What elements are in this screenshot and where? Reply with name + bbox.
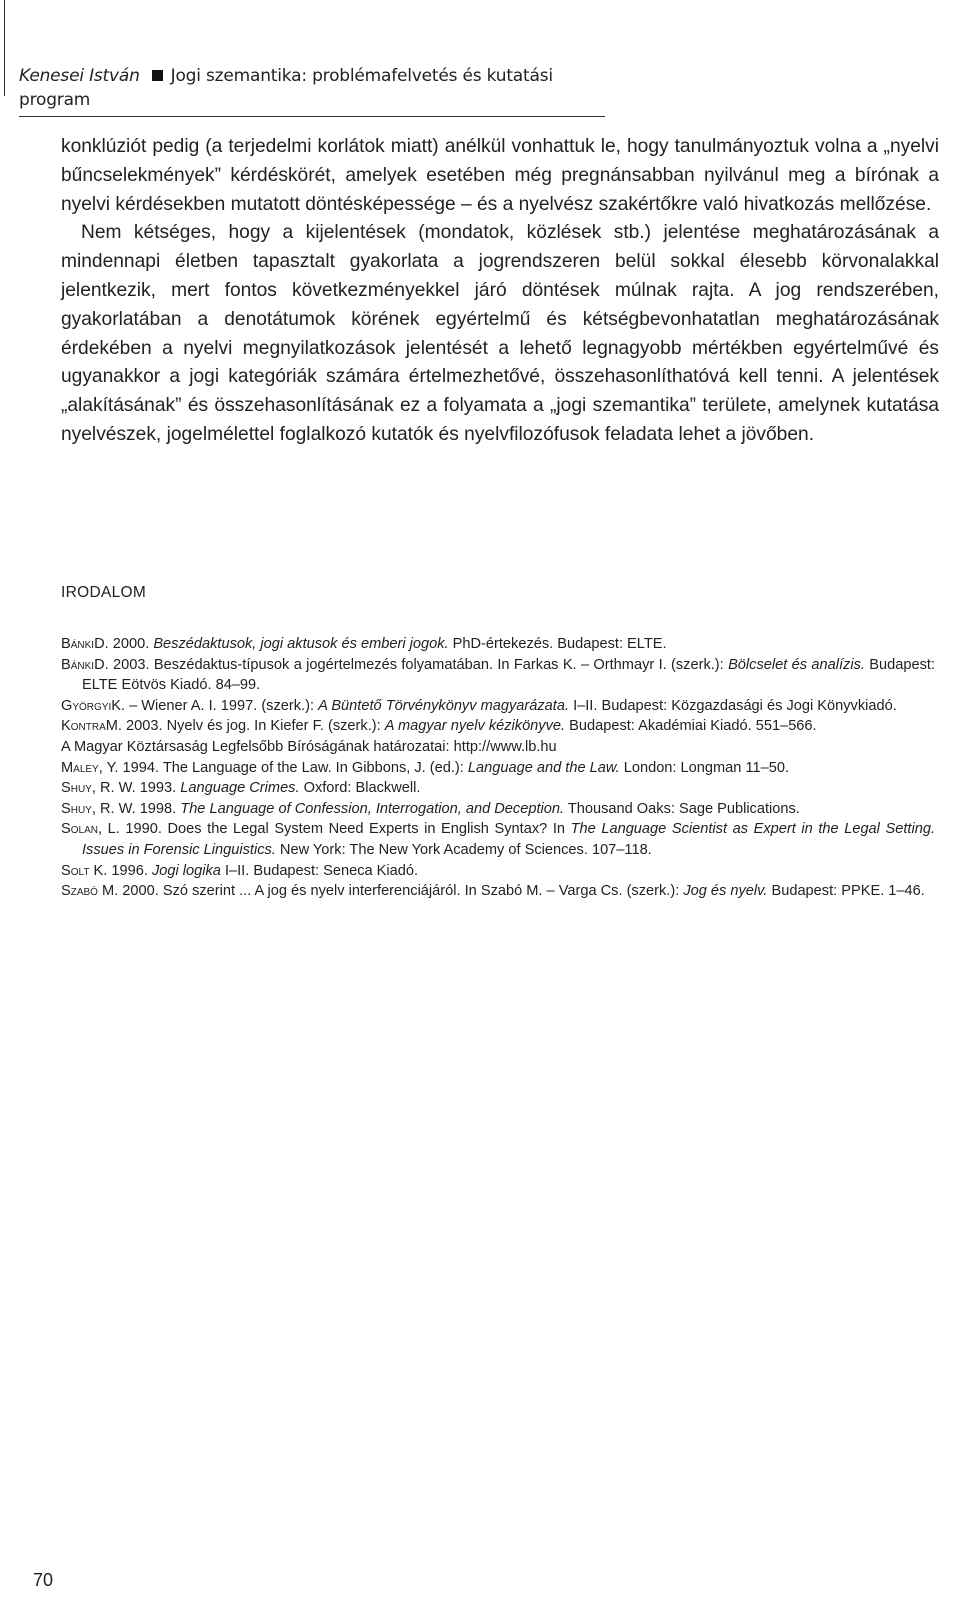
reference-work: A magyar nyelv kézikönyve. bbox=[384, 718, 566, 735]
reference-work: The Language of Confession, Interrogation, and Deception. bbox=[180, 800, 565, 817]
reference-author: Bánki bbox=[61, 636, 95, 652]
reference-author: Bánki bbox=[61, 656, 95, 673]
reference-author: Solan bbox=[61, 821, 98, 838]
reference-item: Solt K. 1996. Jogi logika I–II. Budapest: Seneca Kiadó. bbox=[61, 862, 419, 879]
reference-work: Jogi logika bbox=[151, 862, 221, 879]
reference-work: Language Crimes. bbox=[180, 780, 300, 797]
reference-author: Györgyi bbox=[61, 697, 112, 714]
running-header bbox=[19, 64, 605, 117]
square-bullet-icon bbox=[152, 70, 163, 81]
reference-work: Beszédaktusok, jogi aktusok és emberi jogok. bbox=[153, 636, 449, 652]
reference-author: Kontra bbox=[61, 718, 106, 735]
reference-work: A Büntető Törvénykönyv magyarázata. bbox=[318, 697, 570, 714]
reference-author: Shuy bbox=[61, 780, 92, 797]
reference-item: Maley, Y. 1994. The Language of the Law. In Gibbons, J. (ed.): Language and the Law. London: Longman 11–50. bbox=[61, 759, 789, 776]
paragraph-2: Nem kétséges, hogy a kijelentések (mondatok, közlések stb.) jelentése meghatározásának a mindennapi életben tapasztalt gyakorlata a jogrendszeren belül sokkal élesebb körvonalakkal jelentkezik, mert fontos következményekkel járó döntések múlnak rajta. A jog rendszerében, gyakorlatában a denotátumok körének egyértelmű és kétségbevonhatatlan meghatározásának érdekében a nyelvi megnyilatkozások jelentését a lehető legnagyobb mértékben egyértelművé és ugyanakkor a jogi kategóriák számára értelmezhetővé, összehasonlíthatóvá kell tenni. A jelentések „alakításának” és összehasonlításának ez a folyamata a „jogi szemantika” területe, amelynek kutatása nyelvészek, jogelmélettel foglalkozó kutatók és nyelvfilozófusok feladata lehet a jövőben. bbox=[61, 222, 939, 445]
reference-item: GyörgyiK. – Wiener A. I. 1997. (szerk.): A Büntető Törvénykönyv magyarázata. I–II. Budapest: Közgazdasági és Jogi Könyvkiadó. bbox=[61, 697, 897, 714]
reference-item: BánkiD. 2000. Beszédaktusok, jogi aktusok és emberi jogok. PhD-értekezés. Budapest: ELTE. bbox=[61, 636, 667, 652]
reference-item: BánkiD. 2003. Beszédaktus-típusok a jogértelmezés folyamatában. In Farkas K. – Orthmayr I. (szerk.): Bölcselet és analízis. Budapest: ELTE Eötvös Kiadó. 84–99. bbox=[61, 656, 935, 694]
reference-author: Solt bbox=[61, 862, 90, 879]
reference-author: Shuy bbox=[61, 800, 92, 817]
references-heading: IRODALOM bbox=[61, 584, 147, 601]
reference-item: Shuy, R. W. 1993. Language Crimes. Oxford: Blackwell. bbox=[61, 780, 421, 797]
paragraph-1: konklúziót pedig (a terjedelmi korlátok miatt) anélkül vonhattuk le, hogy tanulmányoztuk volna a „nyelvi bűncselekmények” kérdéskörét, amelyek esetében még pregnánsabban nyilvánul meg a bírónak a nyelvi kérdésekben mutatott döntésképessége – és a nyelvész szakértőkre való hivatkozás mellőzése. bbox=[61, 136, 939, 215]
reference-work: Language and the Law. bbox=[467, 759, 620, 776]
margin-rule bbox=[4, 0, 5, 96]
reference-work: The Language Scientist as Expert in the Legal Setting. Issues in Forensic Linguistics. bbox=[82, 821, 935, 858]
reference-work: Bölcselet és analízis. bbox=[728, 656, 865, 673]
header-author: Kenesei István bbox=[19, 66, 140, 86]
reference-item: A Magyar Köztársaság Legfelsőbb Bíróságának határozatai: http://www.lb.hu bbox=[61, 738, 557, 755]
reference-author: Maley bbox=[61, 759, 99, 776]
reference-item: Szabó M. 2000. Szó szerint ... A jog és nyelv interferenciájáról. In Szabó M. – Varga Cs. (szerk.): Jog és nyelv. Budapest: PPKE. 1–46. bbox=[61, 883, 925, 900]
body-text bbox=[61, 133, 939, 450]
reference-work: Jog és nyelv. bbox=[683, 883, 768, 900]
references-list bbox=[61, 634, 935, 902]
reference-item: Solan, L. 1990. Does the Legal System Need Experts in English Syntax? In The Language Scientist as Expert in the Legal Setting. Issues in Forensic Linguistics. New York: The New York Academy of Sciences. 107–118. bbox=[61, 821, 935, 858]
reference-author: Szabó bbox=[61, 883, 98, 900]
header-title: Jogi szemantika: problémafelvetés és kutatási program bbox=[19, 66, 553, 110]
page-number: 70 bbox=[33, 1570, 54, 1590]
reference-item: KontraM. 2003. Nyelv és jog. In Kiefer F. (szerk.): A magyar nyelv kézikönyve. Budapest: Akadémiai Kiadó. 551–566. bbox=[61, 718, 817, 735]
reference-item: Shuy, R. W. 1998. The Language of Confession, Interrogation, and Deception. Thousand Oaks: Sage Publications. bbox=[61, 800, 800, 817]
